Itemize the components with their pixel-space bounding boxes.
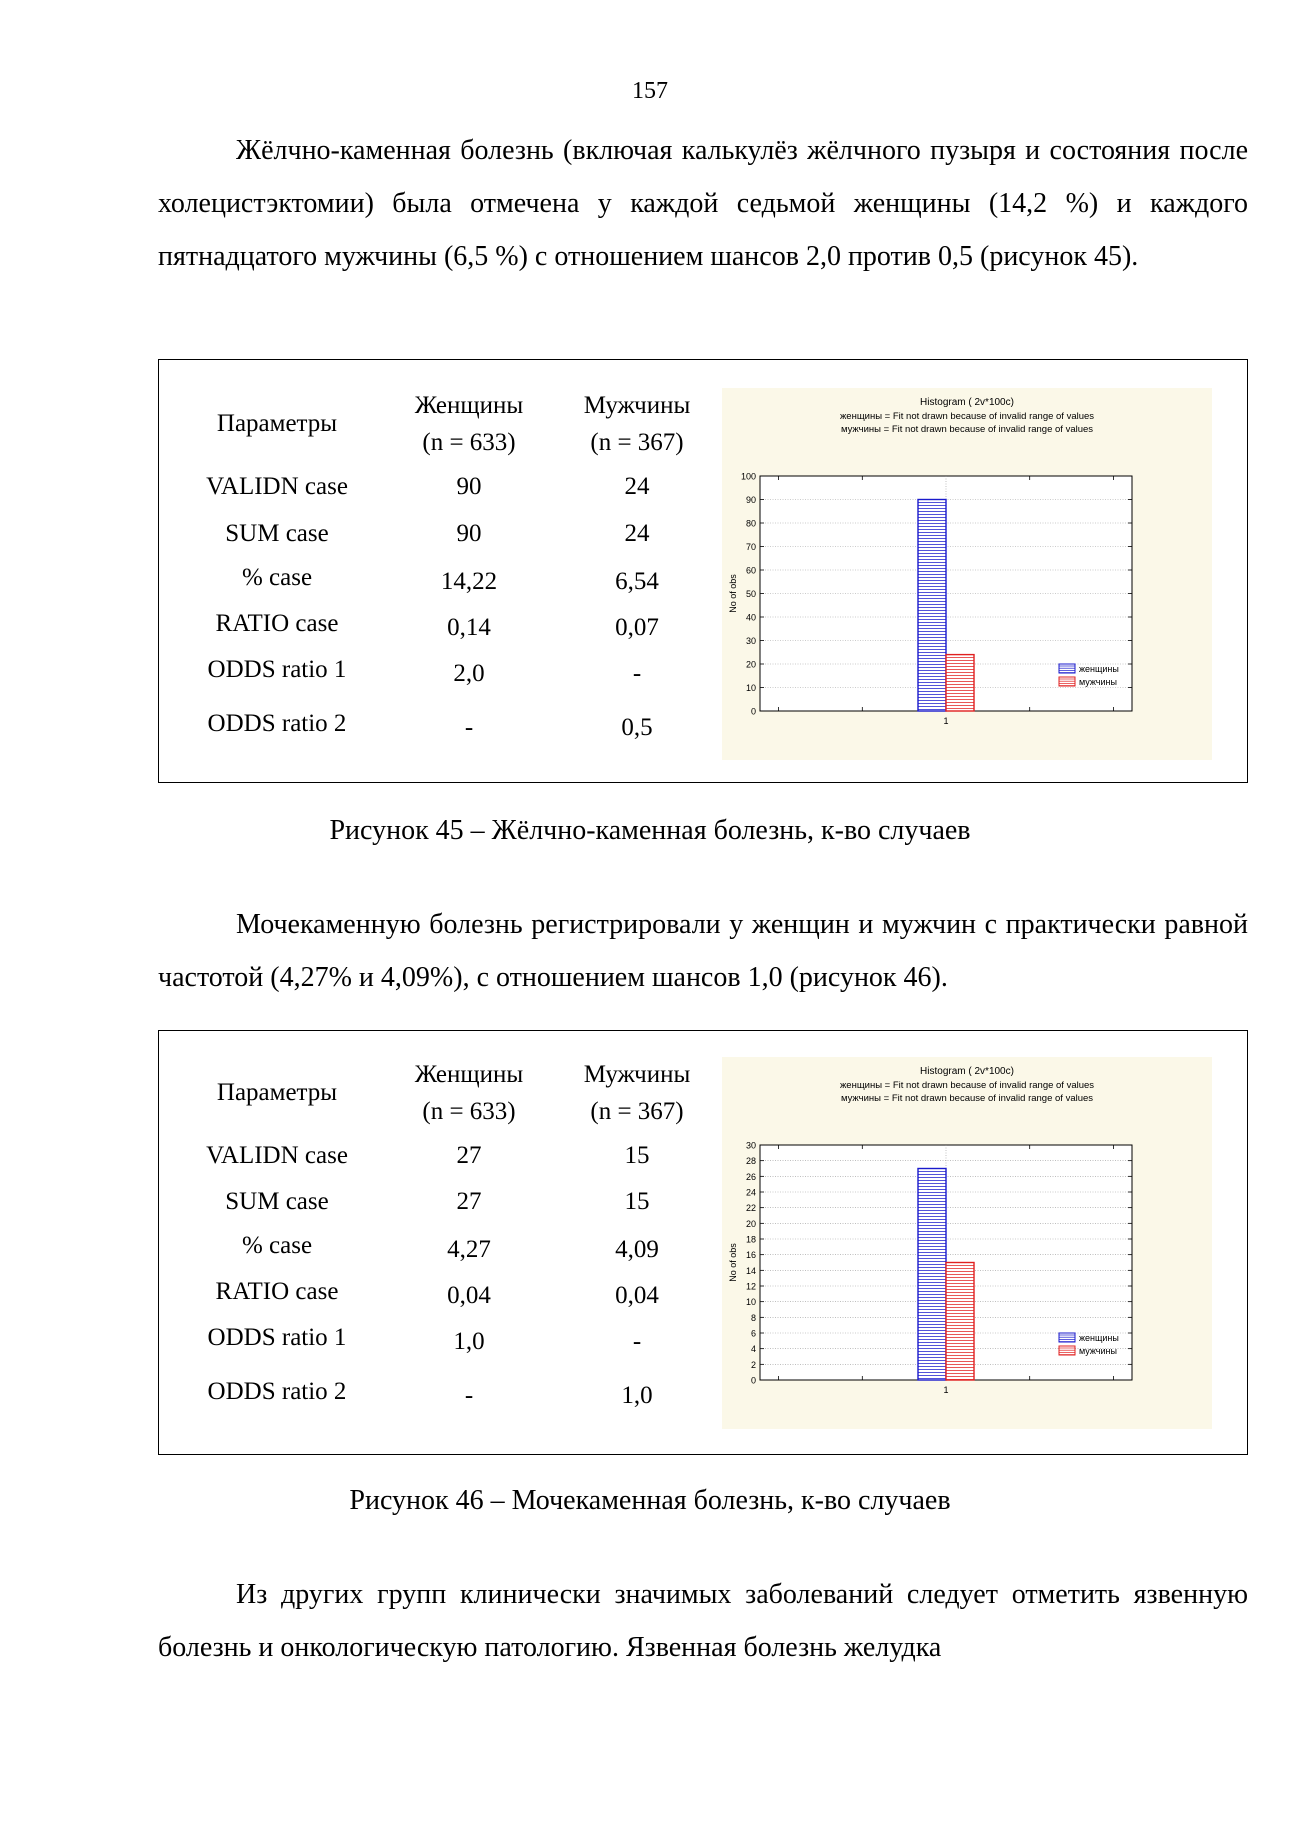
table-cell-women: 4,27: [447, 1236, 491, 1263]
chart-subtitle-line: мужчины = Fit not drawn because of invalid range of values: [840, 424, 1094, 435]
y-tick-label: 28: [745, 1156, 756, 1167]
table-cell-women: 1,0: [453, 1328, 485, 1355]
y-tick-label: 26: [745, 1171, 756, 1182]
table-cell-women: 0,14: [447, 614, 491, 641]
table-row-label: % case: [241, 564, 313, 591]
y-tick-label: 20: [745, 1218, 756, 1229]
y-tick-label: 18: [745, 1234, 756, 1245]
table-cell-men: 15: [624, 1142, 650, 1169]
y-axis-label: No of obs: [728, 574, 738, 613]
table-cell-women: -: [464, 714, 474, 741]
y-tick-label: 10: [745, 683, 756, 693]
table-cell-men: 4,09: [615, 1236, 659, 1263]
y-tick-label: 2: [750, 1359, 756, 1370]
y-tick-label: 80: [745, 518, 756, 529]
table-header-parameters: Параметры: [216, 1079, 338, 1106]
y-tick-label: 40: [745, 612, 756, 623]
histogram-svg-46: [722, 1057, 1212, 1429]
table-header-women: Женщины: [414, 1061, 524, 1088]
table-row-label: ODDS ratio 2: [207, 710, 347, 737]
table-row-label: RATIO case: [215, 610, 339, 637]
bar-мужчины: [946, 655, 974, 711]
legend-label: женщины: [1079, 1333, 1119, 1343]
bar-мужчины: [946, 1263, 974, 1381]
table-cell-men: 15: [624, 1188, 650, 1215]
y-tick-label: 10: [745, 1297, 756, 1308]
y-tick-label: 12: [745, 1281, 756, 1292]
paragraph-3-text: Из других групп клинически значимых заболеваний следует отметить язвенную болезнь и онкологическую патологию. Язвенная болезнь желудка: [158, 1579, 1248, 1663]
y-tick-label: 0: [750, 1375, 756, 1386]
y-tick-label: 30: [745, 636, 756, 646]
table-header-women: Женщины: [414, 392, 524, 419]
figure-46-caption: Рисунок 46 – Мочекаменная болезнь, к-во случаев: [349, 1485, 951, 1516]
y-tick-label: 8: [750, 1312, 756, 1323]
legend-label: женщины: [1079, 664, 1119, 674]
table-cell-women: 90: [456, 473, 482, 500]
table-cell-women: 2,0: [453, 660, 485, 687]
paragraph-2-text: Мочекаменную болезнь регистрировали у женщин и мужчин с практически равной частотой (4,27% и 4,09%), с отношением шансов 1,0 (рисунок 46).: [158, 909, 1248, 993]
paragraph-1: [158, 124, 1248, 283]
y-tick-label: 20: [745, 659, 756, 670]
figure-45-table: [159, 360, 719, 782]
chart-title: Histogram ( 2v*100c): [920, 397, 1014, 408]
legend-item: [1059, 677, 1117, 687]
y-axis-label: No of obs: [728, 1243, 738, 1282]
table-cell-men: -: [632, 1328, 642, 1355]
table-cell-men: 0,5: [621, 714, 653, 741]
table-cell-women: 14,22: [440, 568, 498, 595]
x-tick-label: 1: [943, 1385, 949, 1395]
y-tick-label: 14: [745, 1265, 756, 1276]
paragraph-1-text: Жёлчно-каменная болезнь (включая калькулёз жёлчного пузыря и состояния после холецистэктомии) была отмечена у каждой седьмой женщины (14,2 %) и каждого пятнадцатого мужчины (6,5 %) с отношением шансов 2,0 против 0,5 (рисунок 45).: [158, 135, 1248, 272]
legend-label: мужчины: [1079, 1346, 1117, 1356]
table-row-label: ODDS ratio 1: [207, 1324, 347, 1351]
paragraph-3: [158, 1568, 1248, 1674]
figure-45-box: [158, 359, 1248, 783]
table-cell-women: 0,04: [447, 1282, 491, 1309]
table-header-parameters: Параметры: [216, 410, 338, 437]
bar-женщины: [918, 500, 946, 712]
table-cell-women: 27: [456, 1142, 482, 1169]
chart-subtitle-line: женщины = Fit not drawn because of invalid range of values: [839, 411, 1095, 422]
y-tick-label: 70: [745, 542, 756, 552]
legend-item: [1059, 1333, 1119, 1343]
table-header-men-n: (n = 367): [590, 1098, 684, 1125]
table-cell-men: 0,04: [615, 1282, 659, 1309]
table-row-label: VALIDN case: [206, 473, 348, 500]
page-number: 157: [632, 78, 668, 104]
table-cell-men: 0,07: [615, 614, 659, 641]
bar-женщины: [918, 1169, 946, 1381]
table-cell-men: 1,0: [621, 1382, 653, 1409]
figure-46-table: [159, 1031, 719, 1454]
table-cell-women: 90: [456, 520, 482, 547]
histogram-chart-46: [722, 1057, 1212, 1429]
figure-46-box: [158, 1030, 1248, 1455]
histogram-chart-45: [722, 388, 1212, 760]
chart-subtitle-line: мужчины = Fit not drawn because of invalid range of values: [840, 1093, 1094, 1104]
table-header-men: Мужчины: [583, 392, 691, 419]
chart-title: Histogram ( 2v*100c): [920, 1066, 1014, 1077]
y-tick-label: 4: [750, 1344, 756, 1355]
y-tick-label: 60: [745, 565, 756, 576]
table-cell-men: 24: [624, 473, 650, 500]
table-cell-men: 6,54: [615, 568, 659, 595]
table-cell-women: -: [464, 1382, 474, 1409]
table-header-women-n: (n = 633): [422, 1098, 516, 1125]
x-tick-label: 1: [943, 716, 949, 726]
figure-45-caption: Рисунок 45 – Жёлчно-каменная болезнь, к-во случаев: [329, 815, 971, 846]
table-row-label: SUM case: [225, 520, 329, 547]
y-tick-label: 50: [745, 589, 756, 599]
legend-item: [1059, 664, 1119, 674]
y-tick-label: 6: [750, 1328, 756, 1339]
chart-subtitle-line: женщины = Fit not drawn because of invalid range of values: [839, 1080, 1095, 1091]
table-cell-women: 27: [456, 1188, 482, 1215]
y-tick-label: 16: [745, 1250, 756, 1261]
y-tick-label: 24: [745, 1187, 756, 1198]
legend-label: мужчины: [1079, 677, 1117, 687]
y-tick-label: 22: [745, 1203, 756, 1214]
table-row-label: VALIDN case: [206, 1142, 348, 1169]
legend-item: [1059, 1346, 1117, 1356]
y-tick-label: 90: [745, 495, 756, 505]
table-row-label: SUM case: [225, 1188, 329, 1215]
y-tick-label: 30: [745, 1140, 756, 1151]
table-header-men: Мужчины: [583, 1061, 691, 1088]
table-header-women-n: (n = 633): [422, 429, 516, 456]
table-row-label: ODDS ratio 2: [207, 1378, 347, 1405]
histogram-svg-45: [722, 388, 1212, 760]
table-row-label: % case: [241, 1232, 313, 1259]
table-row-label: ODDS ratio 1: [207, 656, 347, 683]
table-cell-men: -: [632, 660, 642, 687]
y-tick-label: 0: [750, 706, 756, 717]
y-tick-label: 100: [740, 471, 756, 482]
table-row-label: RATIO case: [215, 1278, 339, 1305]
table-cell-men: 24: [624, 520, 650, 547]
table-header-men-n: (n = 367): [590, 429, 684, 456]
paragraph-2: [158, 898, 1248, 1004]
